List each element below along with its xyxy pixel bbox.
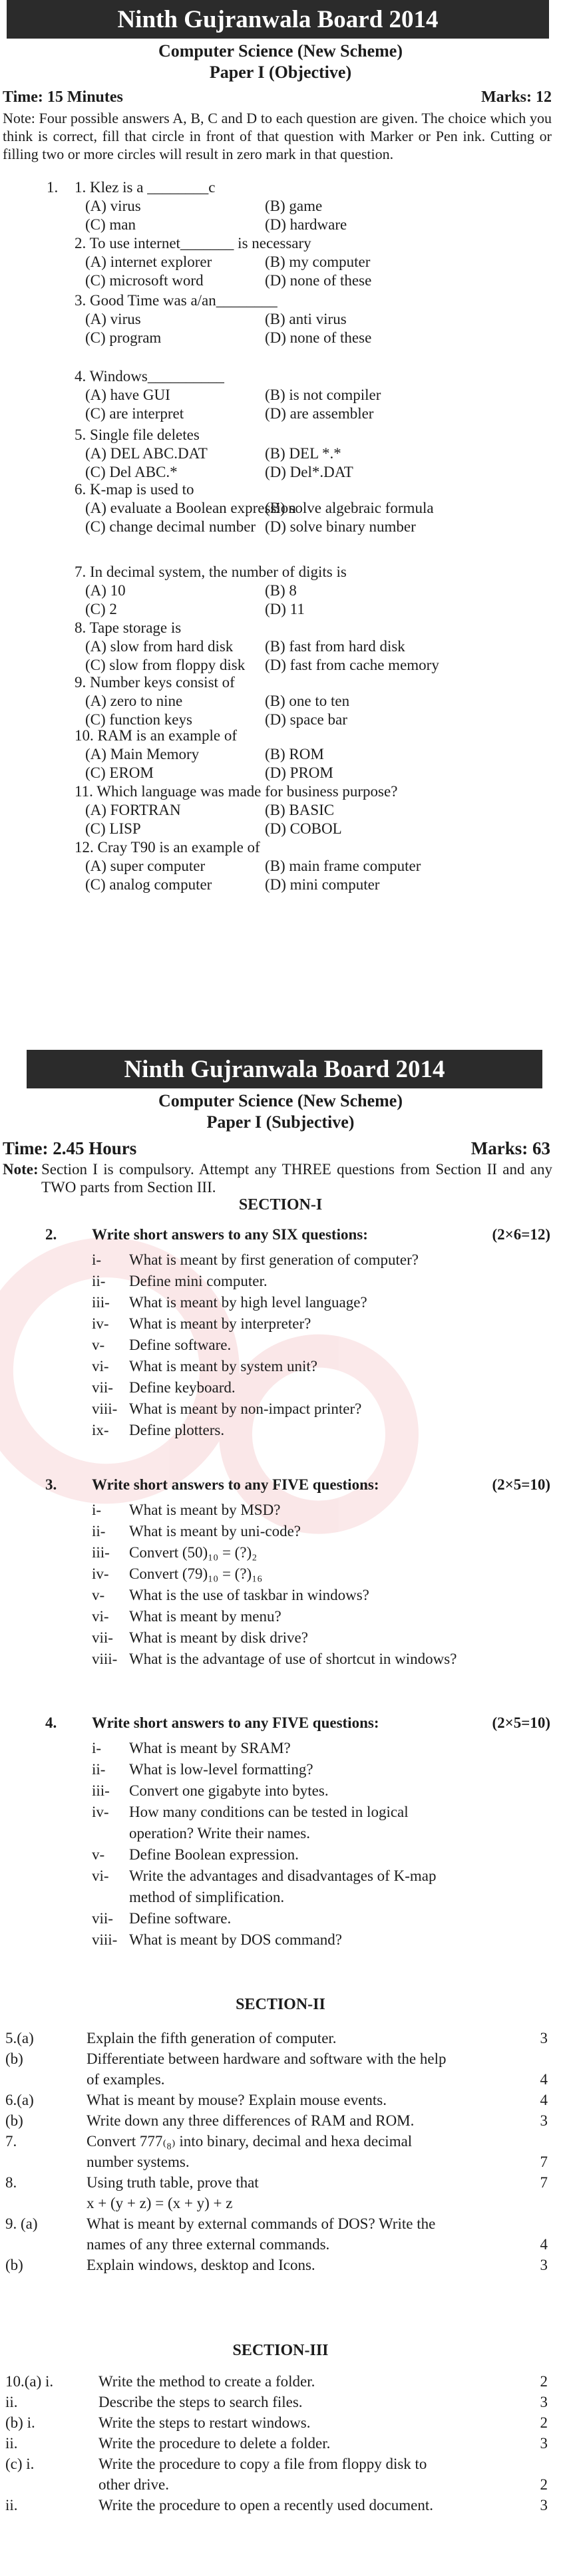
long-question-text: x + (y + z) = (x + y) + z [87, 2195, 233, 2211]
question-instruction: Write short answers to any SIX questions: [92, 1226, 368, 1243]
mcq-option-d: (D) solve binary number [265, 518, 416, 535]
short-question-text: Convert one gigabyte into bytes. [129, 1782, 329, 1799]
short-question-index: v- [92, 1846, 105, 1863]
long-question-number: ii. [5, 2497, 18, 2513]
short-question-index: v- [92, 1587, 105, 1603]
short-question-text: Define mini computer. [129, 1273, 268, 1289]
mcq-option-b: (B) anti virus [265, 311, 347, 327]
short-question-text: What is meant by MSD? [129, 1502, 281, 1518]
mcq-option-a: (A) FORTRAN [85, 802, 181, 818]
subjective-marks: Marks: 63 [470, 1138, 550, 1158]
mcq-option-d: (D) Del*.DAT [265, 464, 353, 480]
short-question-text: What is meant by menu? [129, 1608, 281, 1625]
mcq-option-b: (B) fast from hard disk [265, 638, 405, 655]
mcq-option-c: (C) analog computer [85, 876, 212, 893]
short-question-text: What is meant by high level language? [129, 1294, 367, 1311]
mcq-option-c: (C) program [85, 329, 162, 346]
short-question-text: Define keyboard. [129, 1379, 236, 1396]
long-question-marks: 2 [540, 2373, 548, 2390]
mcq-stem: 7. In decimal system, the number of digits is [75, 564, 347, 580]
mcq-option-a: (A) 10 [85, 582, 126, 599]
long-question-text: Write the method to create a folder. [98, 2373, 315, 2390]
mcq-option-d: (D) mini computer [265, 876, 380, 893]
mcq-stem: 4. Windows__________ [75, 368, 224, 385]
long-question-text: Write the procedure to delete a folder. [98, 2435, 331, 2452]
mcq-option-c: (C) function keys [85, 711, 192, 728]
short-question-index: ix- [92, 1422, 109, 1438]
long-question-text: Write the steps to restart windows. [98, 2414, 311, 2431]
long-question-number: (b) [5, 2112, 23, 2129]
short-question-text: What is meant by disk drive? [129, 1629, 308, 1646]
short-question-index: vii- [92, 1629, 113, 1646]
long-question-number: 5.(a) [5, 2030, 34, 2046]
long-question-number: (b) i. [5, 2414, 35, 2431]
short-question-text: How many conditions can be tested in logical [129, 1804, 409, 1820]
long-question-text: of examples. [87, 2071, 165, 2088]
short-question-index: i- [92, 1502, 102, 1518]
long-question-text: number systems. [87, 2154, 190, 2170]
long-question-marks: 4 [540, 2236, 548, 2253]
long-question-number: ii. [5, 2394, 18, 2410]
mcq-option-a: (A) internet explorer [85, 253, 212, 270]
short-question-index: iii- [92, 1544, 110, 1561]
short-question-text: Define Boolean expression. [129, 1846, 299, 1863]
long-question-text: What is meant by mouse? Explain mouse events. [87, 2092, 387, 2108]
mcq-option-c: (C) man [85, 216, 136, 233]
mcq-option-c: (C) LISP [85, 820, 141, 837]
mcq-option-c: (C) slow from floppy disk [85, 657, 246, 673]
short-question-text: What is the use of taskbar in windows? [129, 1587, 369, 1603]
short-question-index: viii- [92, 1400, 118, 1417]
mcq-option-a: (A) have GUI [85, 387, 170, 403]
objective-time: Time: 15 Minutes [3, 88, 123, 106]
short-question-index: vi- [92, 1608, 109, 1625]
long-question-marks: 3 [540, 2030, 548, 2046]
short-question-index: vi- [92, 1358, 109, 1374]
mcq-option-d: (D) hardware [265, 216, 347, 233]
short-question-text: method of simplification. [129, 1889, 285, 1905]
subjective-banner: Ninth Gujranwala Board 2014 [27, 1050, 542, 1088]
mcq-option-d: (D) PROM [265, 764, 333, 781]
long-question-marks: 4 [540, 2071, 548, 2088]
mcq-option-a: (A) slow from hard disk [85, 638, 234, 655]
subjective-subject: Computer Science (New Scheme) [158, 1091, 403, 1110]
mcq-option-a: (A) super computer [85, 858, 206, 874]
long-question-text: What is meant by external commands of DOS? Write the [87, 2215, 436, 2232]
long-question-text: other drive. [98, 2476, 170, 2493]
mcq-stem: 11. Which language was made for business purpose? [75, 783, 398, 800]
long-question-number: 7. [5, 2133, 17, 2150]
question-marks: (2×5=10) [492, 1476, 550, 1493]
mcq-option-d: (D) none of these [265, 272, 372, 289]
short-question-index: ii- [92, 1273, 106, 1289]
short-question-text: What is meant by system unit? [129, 1358, 317, 1374]
short-question-text: Convert (50)₁₀ = (?)₂ [129, 1544, 258, 1561]
section-1-heading: SECTION-I [238, 1196, 323, 1213]
mcq-stem: 3. Good Time was a/an________ [75, 292, 278, 309]
short-question-index: iv- [92, 1315, 109, 1332]
short-question-text: What is low-level formatting? [129, 1761, 313, 1778]
long-question-marks: 3 [540, 2257, 548, 2273]
short-question-index: iii- [92, 1782, 110, 1799]
short-question-text: Write the advantages and disadvantages of K-map [129, 1867, 437, 1884]
mcq-option-b: (B) 8 [265, 582, 297, 599]
mcq-stem: 10. RAM is an example of [75, 727, 238, 744]
question-number: 2. [45, 1226, 57, 1243]
short-question-text: Define software. [129, 1910, 232, 1927]
long-question-number: (b) [5, 2257, 23, 2273]
mcq-option-a: (A) Main Memory [85, 746, 200, 762]
short-question-text: What is meant by non-impact printer? [129, 1400, 362, 1417]
mcq-option-c: (C) microsoft word [85, 272, 204, 289]
question-instruction: Write short answers to any FIVE questions: [92, 1476, 379, 1493]
short-question-index: v- [92, 1337, 105, 1353]
objective-marks: Marks: 12 [481, 88, 552, 106]
short-question-index: ii- [92, 1761, 106, 1778]
short-question-index: viii- [92, 1931, 118, 1948]
long-question-marks: 2 [540, 2414, 548, 2431]
long-question-text: Describe the steps to search files. [98, 2394, 303, 2410]
mcq-option-a: (A) virus [85, 311, 141, 327]
short-question-index: iv- [92, 1565, 109, 1582]
mcq-option-b: (B) DEL *.* [265, 445, 341, 462]
short-question-index: i- [92, 1251, 102, 1268]
mcq-stem: 8. Tape storage is [75, 619, 182, 636]
mcq-option-b: (B) my computer [265, 253, 371, 270]
short-question-index: iii- [92, 1294, 110, 1311]
mcq-option-d: (D) none of these [265, 329, 372, 346]
mcq-stem: 2. To use internet_______ is necessary [75, 235, 311, 251]
long-question-text: names of any three external commands. [87, 2236, 330, 2253]
long-question-marks: 2 [540, 2476, 548, 2493]
long-question-number: (b) [5, 2050, 23, 2067]
long-question-marks: 7 [540, 2174, 548, 2191]
long-question-number: 10.(a) i. [5, 2373, 54, 2390]
long-question-marks: 3 [540, 2112, 548, 2129]
short-question-index: vii- [92, 1379, 113, 1396]
mcq-option-b: (B) BASIC [265, 802, 335, 818]
subjective-time: Time: 2.45 Hours [3, 1138, 137, 1158]
long-question-marks: 3 [540, 2497, 548, 2513]
short-question-index: iv- [92, 1804, 109, 1820]
question-marks: (2×5=10) [492, 1714, 550, 1731]
mcq-option-c: (C) 2 [85, 601, 117, 617]
long-question-marks: 4 [540, 2092, 548, 2108]
mcq-option-d: (D) 11 [265, 601, 305, 617]
objective-note: Note: Four possible answers A, B, C and D to each question are given. The choice which you think is correct, fill that circle in front of that question with Marker or Pen ink. Cutting or filling two or more circles will result in zero mark in that question. [3, 110, 552, 162]
objective-subject: Computer Science (New Scheme) [158, 41, 403, 61]
mcq-stem: 12. Cray T90 is an example of [75, 839, 260, 856]
short-question-index: vii- [92, 1910, 113, 1927]
long-question-marks: 3 [540, 2394, 548, 2410]
long-question-number: 6.(a) [5, 2092, 34, 2108]
mcq-option-c: (C) are interpret [85, 405, 184, 422]
question-marks: (2×6=12) [492, 1226, 550, 1243]
mcq-option-a: (A) zero to nine [85, 693, 183, 709]
long-question-text: Using truth table, prove that [87, 2174, 259, 2191]
short-question-text: What is the advantage of use of shortcut in windows? [129, 1651, 457, 1667]
question-number: 3. [45, 1476, 57, 1493]
question-instruction: Write short answers to any FIVE questions: [92, 1714, 379, 1731]
long-question-marks: 7 [540, 2154, 548, 2170]
long-question-text: Explain windows, desktop and Icons. [87, 2257, 315, 2273]
mcq-option-b: (B) ROM [265, 746, 324, 762]
section-2-heading: SECTION-II [236, 1996, 325, 2013]
question-number: 4. [45, 1714, 57, 1731]
long-question-number: 8. [5, 2174, 17, 2191]
short-question-text: What is meant by interpreter? [129, 1315, 311, 1332]
mcq-stem: 5. Single file deletes [75, 426, 200, 443]
short-question-text: What is meant by first generation of computer? [129, 1251, 419, 1268]
mcq-option-b: (B) game [265, 198, 323, 214]
mcq-option-c: (C) Del ABC.* [85, 464, 178, 480]
mcq-option-b: (B) solve algebraic formula [265, 500, 434, 516]
mcq-option-d: (D) space bar [265, 711, 347, 728]
short-question-text: Define plotters. [129, 1422, 225, 1438]
short-question-index: vi- [92, 1867, 109, 1884]
short-question-text: What is meant by SRAM? [129, 1740, 291, 1756]
mcq-option-c: (C) change decimal number [85, 518, 256, 535]
mcq-option-b: (B) main frame computer [265, 858, 421, 874]
long-question-number: 9. (a) [5, 2215, 38, 2232]
mcq-option-d: (D) fast from cache memory [265, 657, 439, 673]
short-question-index: viii- [92, 1651, 118, 1667]
objective-paper: Paper I (Objective) [209, 63, 352, 82]
long-question-number: ii. [5, 2435, 18, 2452]
long-question-number: (c) i. [5, 2456, 35, 2472]
subjective-note-label: Note: [3, 1161, 39, 1178]
mcq-option-d: (D) COBOL [265, 820, 342, 837]
long-question-text: Differentiate between hardware and software with the help [87, 2050, 447, 2067]
mcq-option-d: (D) are assembler [265, 405, 374, 422]
mcq-stem: 9. Number keys consist of [75, 674, 235, 691]
subjective-paper: Paper I (Subjective) [206, 1112, 355, 1132]
short-question-index: ii- [92, 1523, 106, 1539]
mcq-stem: 1. Klez is a ________c [75, 179, 216, 196]
objective-banner: Ninth Gujranwala Board 2014 [7, 0, 549, 39]
mcq-option-a: (A) virus [85, 198, 141, 214]
long-question-text: Write down any three differences of RAM and ROM. [87, 2112, 415, 2129]
short-question-text: Convert (79)₁₀ = (?)₁₆ [129, 1565, 263, 1582]
mcq-stem: 6. K-map is used to [75, 481, 194, 498]
mcq-option-a: (A) evaluate a Boolean expression [85, 500, 296, 516]
short-question-text: operation? Write their names. [129, 1825, 310, 1842]
mcq-option-b: (B) one to ten [265, 693, 350, 709]
mcq-option-b: (B) is not compiler [265, 387, 381, 403]
short-question-text: Define software. [129, 1337, 232, 1353]
short-question-index: i- [92, 1740, 102, 1756]
long-question-text: Convert 777₍₈₎ into binary, decimal and hexa decimal [87, 2133, 413, 2150]
short-question-text: What is meant by uni-code? [129, 1523, 301, 1539]
long-question-text: Explain the fifth generation of computer. [87, 2030, 337, 2046]
mcq-option-a: (A) DEL ABC.DAT [85, 445, 208, 462]
section-3-heading: SECTION-III [232, 2342, 329, 2359]
long-question-marks: 3 [540, 2435, 548, 2452]
long-question-text: Write the procedure to open a recently used document. [98, 2497, 433, 2513]
long-question-text: Write the procedure to copy a file from floppy disk to [98, 2456, 427, 2472]
subjective-note: Section I is compulsory. Attempt any THREE questions from Section II and any TWO parts from Section III. [41, 1161, 552, 1196]
objective-question-number: 1. [47, 179, 59, 196]
mcq-option-c: (C) EROM [85, 764, 154, 781]
short-question-text: What is meant by DOS command? [129, 1931, 343, 1948]
